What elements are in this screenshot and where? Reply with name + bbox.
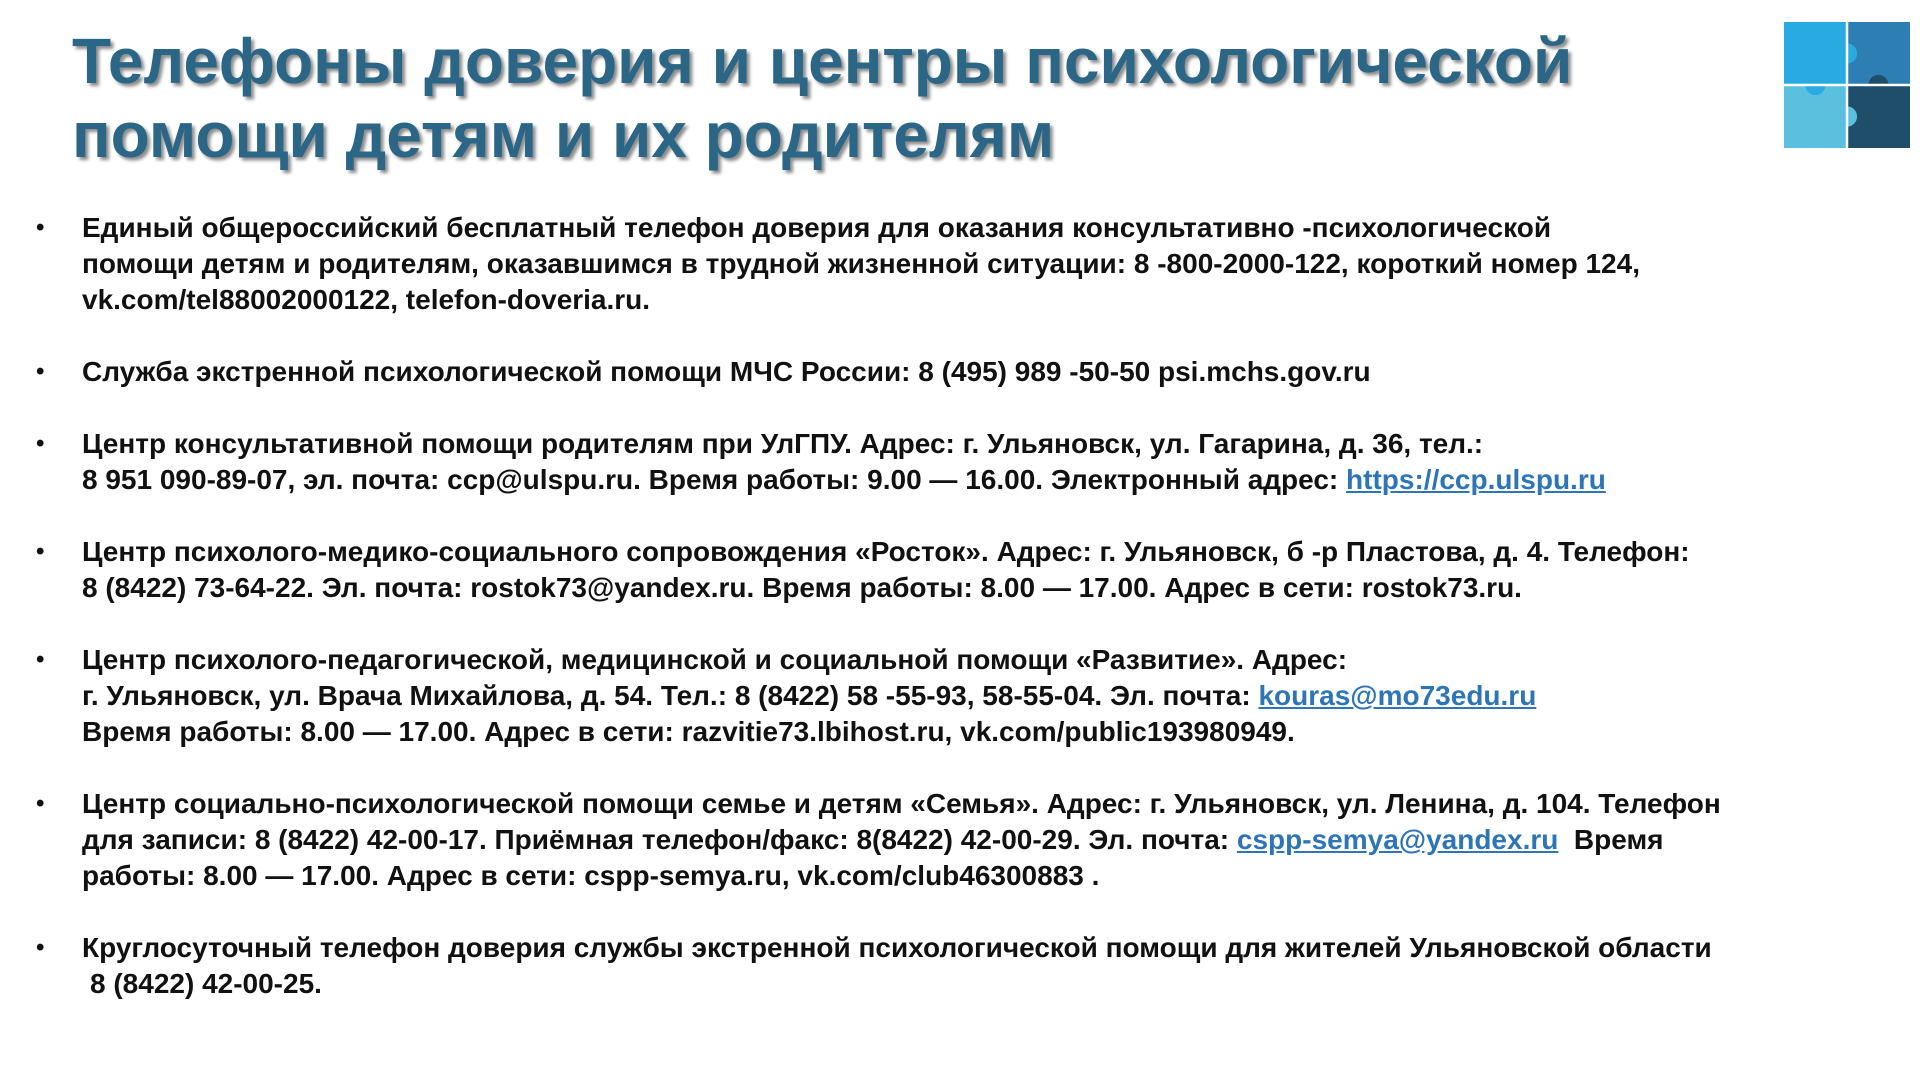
list-item-line — [82, 570, 1896, 606]
list-item-line — [82, 678, 1896, 714]
list-item-text: Время работы: 8.00 — 17.00. Адрес в сети: razvitie73.lbihost.ru, vk.com/public193980949. — [82, 716, 1295, 747]
bullet-icon: • — [36, 538, 45, 565]
list-item — [36, 930, 1896, 1002]
list-item — [36, 534, 1896, 606]
list-item-line — [82, 534, 1896, 570]
hyperlink[interactable]: kouras@mo73edu.ru — [1258, 680, 1537, 711]
bullet-icon: • — [36, 430, 45, 457]
list-item-line — [82, 210, 1896, 246]
list-item-line — [82, 426, 1896, 462]
hyperlink[interactable]: https://ccp.ulspu.ru — [1346, 464, 1606, 495]
list-item-text-after-link: Время — [1558, 824, 1664, 855]
list-item-line — [82, 786, 1896, 822]
bullet-icon: • — [36, 790, 45, 817]
list-item-text: 8 (8422) 73-64-22. Эл. почта: rostok73@yandex.ru. Время работы: 8.00 — 17.00. Адрес в сети: rostok73.ru. — [82, 572, 1522, 603]
list-item-text: Единый общероссийский бесплатный телефон доверия для оказания консультативно -психологической — [82, 212, 1552, 243]
bullet-icon: • — [36, 646, 45, 673]
list-item-line — [82, 930, 1896, 966]
list-item-line — [82, 858, 1896, 894]
list-item — [36, 786, 1896, 894]
list-item-text: для записи: 8 (8422) 42-00-17. Приёмная телефон/факс: 8(8422) 42-00-29. Эл. почта: — [82, 824, 1237, 855]
puzzle-icon — [1784, 22, 1910, 148]
list-item-text: Центр консультативной помощи родителям при УлГПУ. Адрес: г. Ульяновск, ул. Гагарина, д. 36, тел.: — [82, 428, 1484, 459]
list-item-line — [82, 354, 1896, 390]
list-item-line — [82, 462, 1896, 498]
list-item-line — [82, 246, 1896, 282]
list-item-text: vk.com/tel88002000122, telefon-doveria.ru. — [82, 284, 651, 315]
bullet-icon: • — [36, 358, 45, 385]
slide-title-line-1: Телефоны доверия и центры психологической — [72, 25, 1573, 97]
slide-title-line-2: помощи детям и их родителям — [72, 99, 1055, 171]
list-item-text: Круглосуточный телефон доверия службы экстренной психологической помощи для жителей Ульяновской области — [82, 932, 1712, 963]
list-item-text: Центр психолого-медико-социального сопровождения «Росток». Адрес: г. Ульяновск, б -р Пластова, д. 4. Телефон: — [82, 536, 1690, 567]
list-item-text: 8 951 090-89-07, эл. почта: ccp@ulspu.ru. Время работы: 9.00 — 16.00. Электронный адрес: — [82, 464, 1347, 495]
list-item-text: работы: 8.00 — 17.00. Адрес в сети: cspp-semya.ru, vk.com/club46300883 . — [82, 860, 1100, 891]
list-item-line — [82, 966, 1896, 1002]
bullet-icon: • — [36, 214, 45, 241]
list-item-line — [82, 642, 1896, 678]
list-item — [36, 426, 1896, 498]
list-item-line — [82, 822, 1896, 858]
list-item-text: Служба экстренной психологической помощи МЧС России: 8 (495) 989 -50-50 psi.mchs.gov.ru — [82, 356, 1371, 387]
hotline-list — [36, 210, 1896, 1038]
list-item-text: 8 (8422) 42-00-25. — [90, 968, 322, 999]
list-item-line — [82, 714, 1896, 750]
list-item-text: Центр социально-психологической помощи семье и детям «Семья». Адрес: г. Ульяновск, ул. Ленина, д. 104. Телефон — [82, 788, 1721, 819]
list-item — [36, 354, 1896, 390]
list-item-text: Центр психолого-педагогической, медицинской и социальной помощи «Развитие». Адрес: — [82, 644, 1348, 675]
list-item — [36, 210, 1896, 318]
slide-title — [72, 24, 1632, 172]
list-item — [36, 642, 1896, 750]
list-item-text: г. Ульяновск, ул. Врача Михайлова, д. 54. Тел.: 8 (8422) 58 -55-93, 58-55-04. Эл. почта: — [82, 680, 1259, 711]
hyperlink[interactable]: cspp-semya@yandex.ru — [1236, 824, 1559, 855]
list-item-line — [82, 282, 1896, 318]
bullet-icon: • — [36, 934, 45, 961]
list-item-text: помощи детям и родителям, оказавшимся в трудной жизненной ситуации: 8 -800-2000-122, короткий номер 124, — [82, 248, 1640, 279]
